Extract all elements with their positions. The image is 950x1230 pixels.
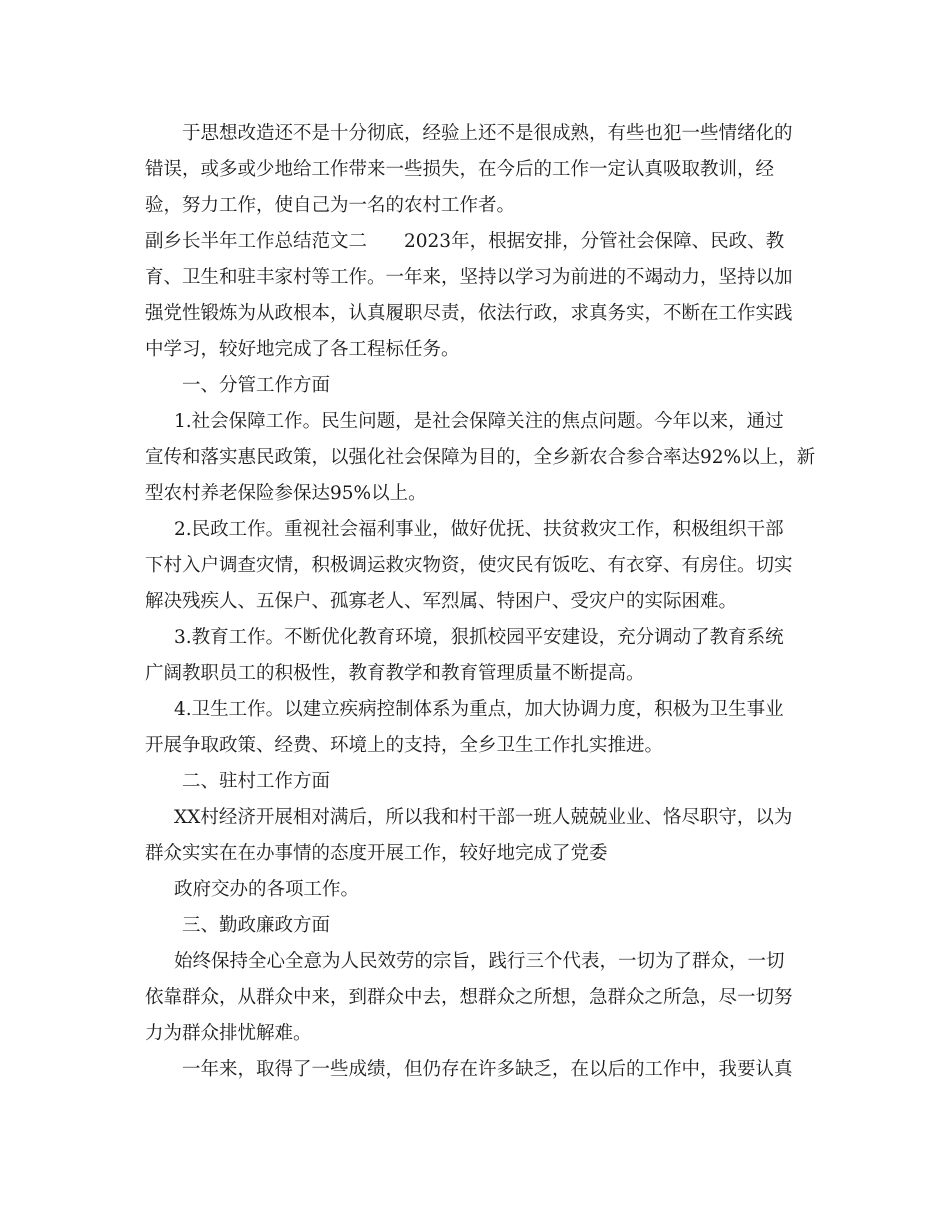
text-line: 中学习，较好地完成了各工程标任务。 [145, 339, 460, 360]
document-body [145, 116, 816, 1088]
text-line: 群众实实在在办事情的态度开展工作，较好地完成了党委 [145, 843, 608, 864]
section-heading: 三、勤政廉政方面 [182, 915, 331, 936]
text-line: XX村经济开展相对满后，所以我和村干部一班人兢兢业业、恪尽职守，以为 [174, 807, 793, 828]
section-heading: 一、分管工作方面 [182, 375, 331, 396]
text-line: 政府交办的各项工作。 [174, 879, 360, 900]
text-line: 4.卫生工作。以建立疾病控制体系为重点，加大协调力度，积极为卫生事业 [174, 699, 784, 720]
text-line: 广阔教职员工的积极性，教育教学和教育管理质量不断提高。 [145, 663, 645, 684]
text-line: 2.民政工作。重视社会福利事业，做好优抚、扶贫救灾工作，积极组织干部 [174, 519, 784, 540]
text-line: 育、卫生和驻丰家村等工作。一年来，坚持以学习为前进的不竭动力，坚持以加 [145, 267, 793, 288]
text-line: 于思想改造还不是十分彻底，经验上还不是很成熟，有些也犯一些情绪化的 [182, 123, 793, 144]
text-line: 依靠群众，从群众中来，到群众中去，想群众之所想，急群众之所急，尽一切努 [145, 987, 793, 1008]
section-title-line: 副乡长半年工作总结范文二 2023年，根据安排，分管社会保障、民政、教 [145, 231, 785, 252]
section-heading: 二、驻村工作方面 [182, 771, 331, 792]
text-line: 宣传和落实惠民政策，以强化社会保障为目的，全乡新农合参合率达92%以上，新 [145, 447, 816, 468]
text-line: 一年来，取得了一些成绩，但仍存在许多缺乏，在以后的工作中，我要认真 [182, 1059, 793, 1080]
text-line: 开展争取政策、经费、环境上的支持，全乡卫生工作扎实推进。 [145, 735, 664, 756]
text-line: 验，努力工作，使自己为一名的农村工作者。 [145, 195, 516, 216]
text-line: 3.教育工作。不断优化教育环境，狠抓校园平安建设，充分调动了教育系统 [174, 627, 784, 648]
text-line: 解决残疾人、五保户、孤寡老人、军烈属、特困户、受灾户的实际困难。 [145, 591, 738, 612]
text-line: 始终保持全心全意为人民效劳的宗旨，践行三个代表，一切为了群众，一切 [174, 951, 785, 972]
text-line: 力为群众排忧解难。 [145, 1023, 312, 1044]
text-line: 型农村养老保险参保达95%以上。 [145, 483, 427, 504]
text-line: 下村入户调查灾情，积极调运救灾物资，使灾民有饭吃、有衣穿、有房住。切实 [145, 555, 793, 576]
text-line: 1.社会保障工作。民生问题，是社会保障关注的焦点问题。今年以来，通过 [174, 411, 784, 432]
text-line: 错误，或多或少地给工作带来一些损失，在今后的工作一定认真吸取教训，经 [145, 159, 775, 180]
text-line: 强党性锻炼为从政根本，认真履职尽责，依法行政，求真务实，不断在工作实践 [145, 303, 793, 324]
